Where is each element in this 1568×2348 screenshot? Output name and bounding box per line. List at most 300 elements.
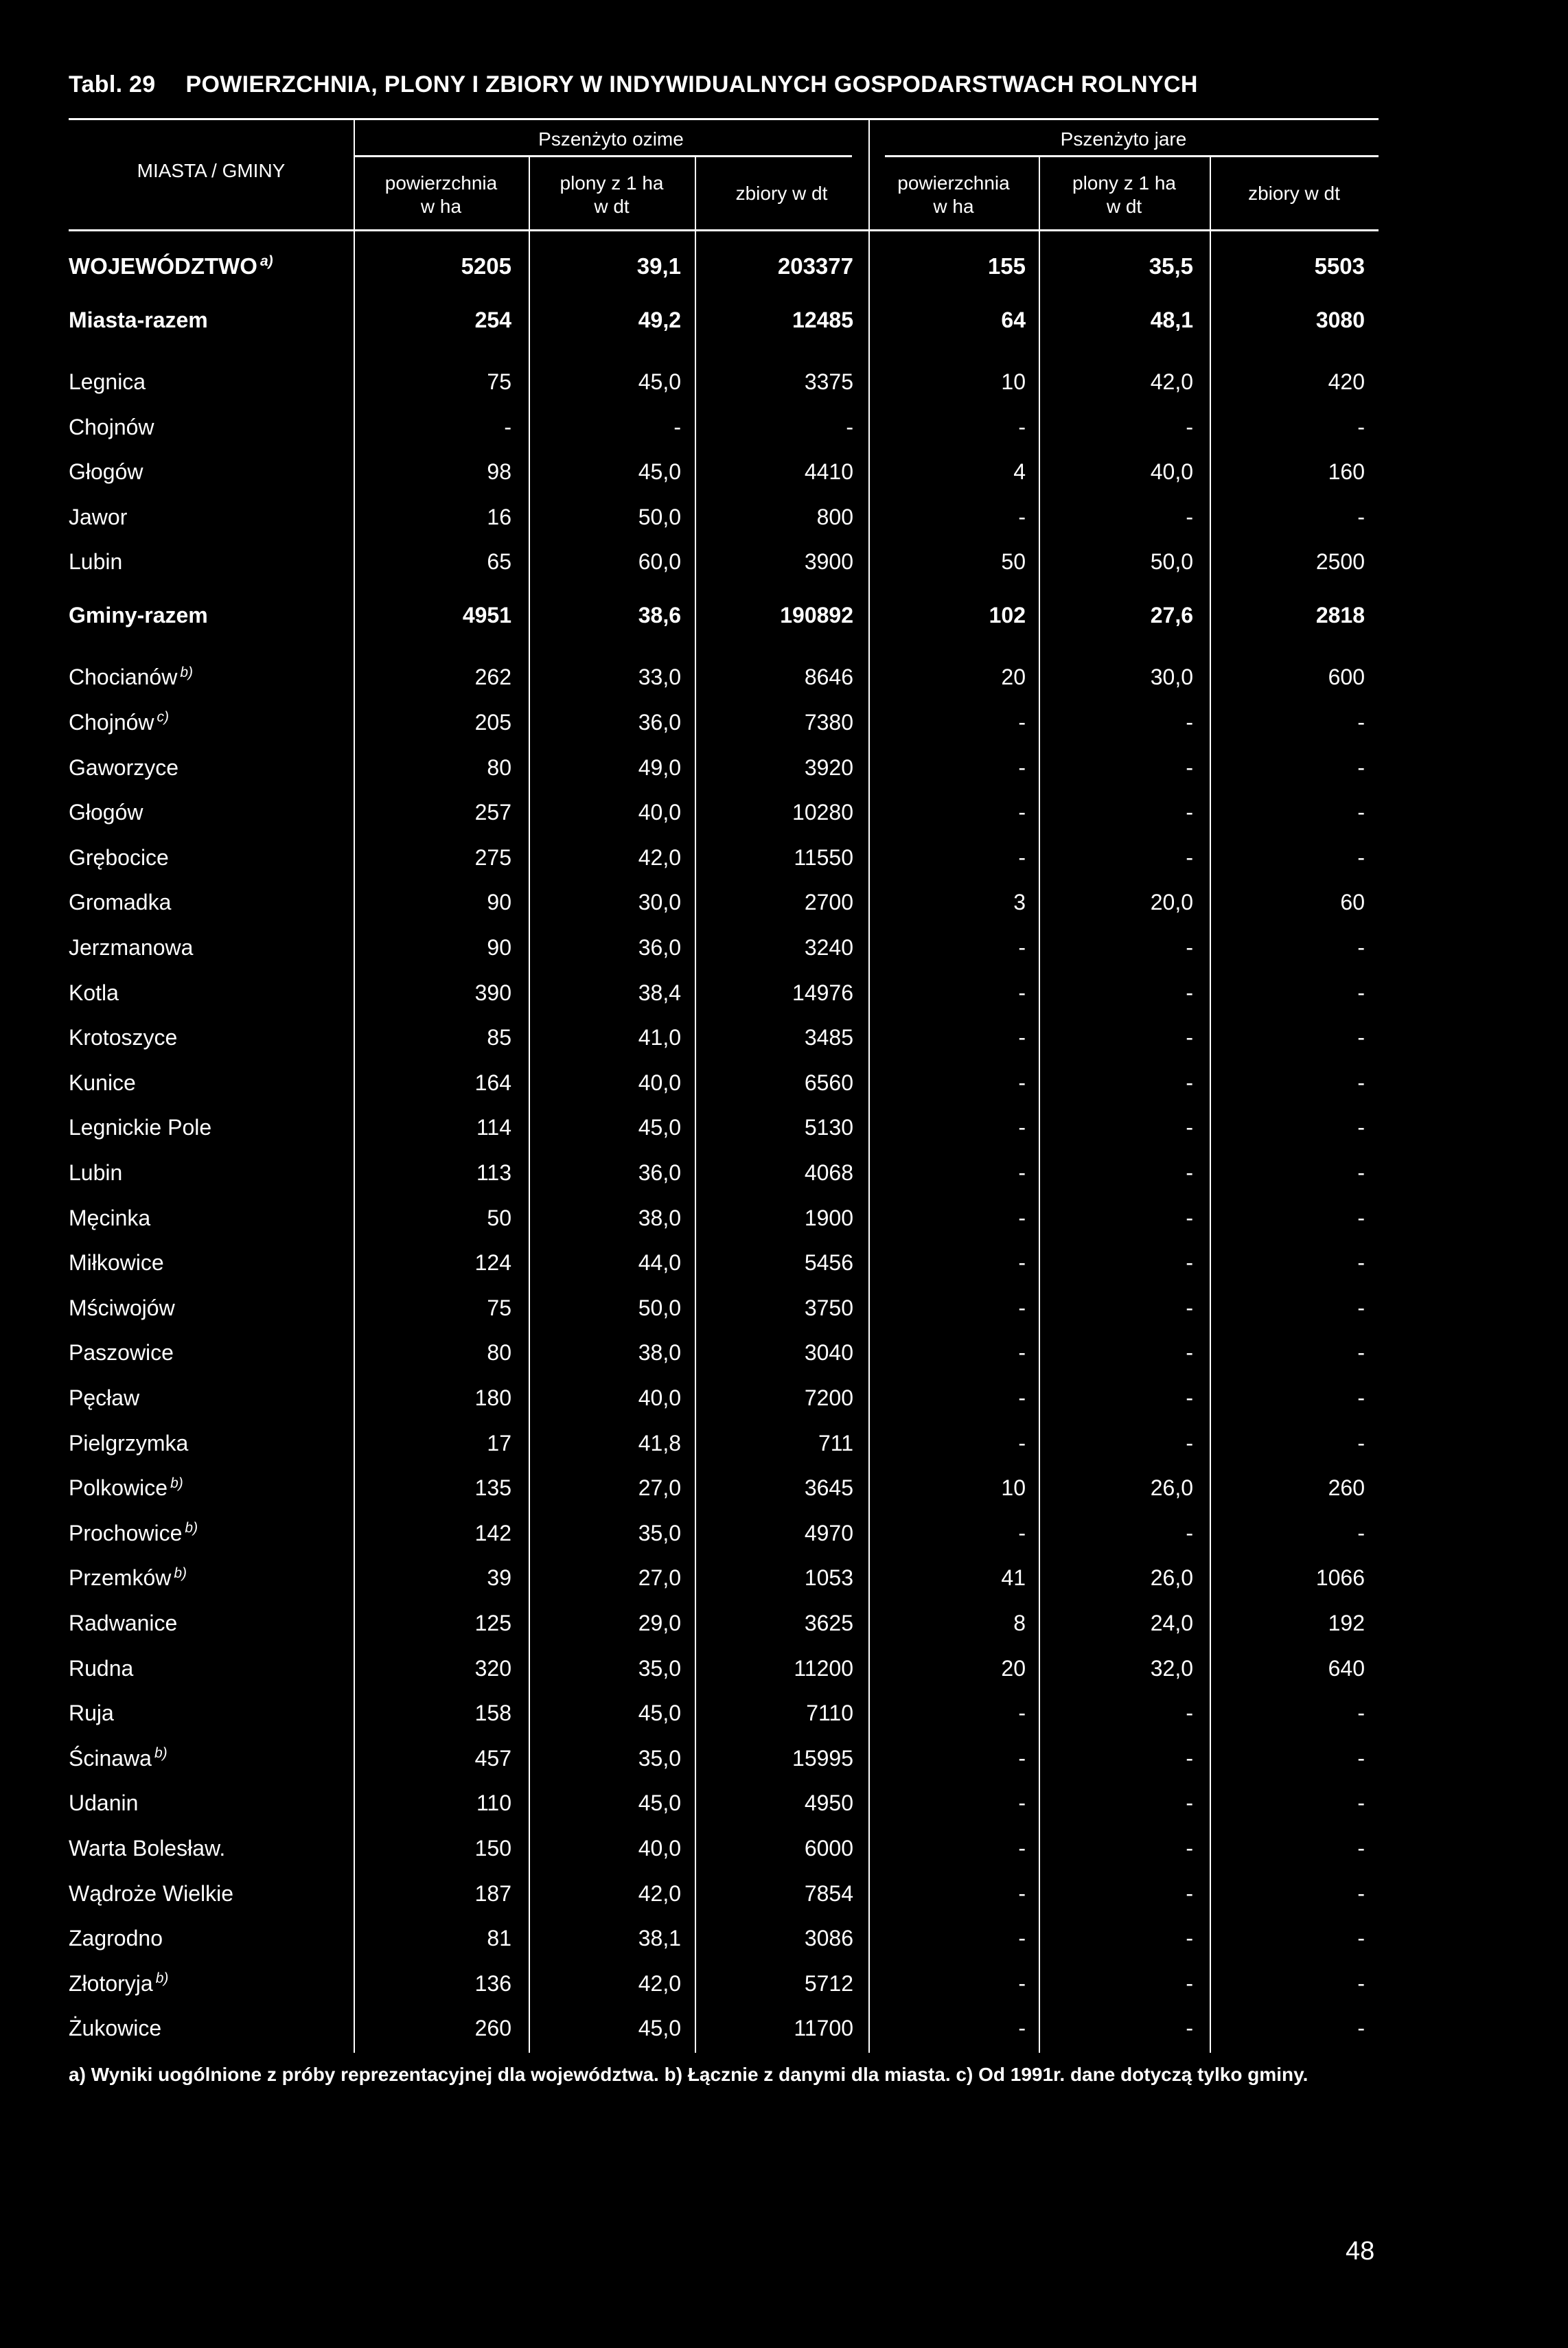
table-cell: 27,0 bbox=[638, 1475, 681, 1501]
table-cell: - bbox=[1186, 1160, 1193, 1185]
table-cell: 20 bbox=[1001, 665, 1026, 690]
column-header bbox=[1210, 182, 1379, 205]
column-divider bbox=[354, 229, 355, 2053]
row-label bbox=[69, 1384, 139, 1412]
table-cell: - bbox=[1357, 710, 1365, 735]
table-cell: 49,0 bbox=[638, 755, 681, 780]
table-cell: 15995 bbox=[792, 1745, 853, 1771]
row-note-marker: c) bbox=[157, 709, 170, 726]
table-cell: - bbox=[1357, 504, 1365, 529]
table-cell: 14976 bbox=[792, 980, 853, 1005]
table-cell: - bbox=[1186, 1745, 1193, 1771]
column-header-line: w dt bbox=[1106, 196, 1142, 217]
row-label-text: Polkowice bbox=[69, 1475, 168, 1501]
table-cell: 40,0 bbox=[1150, 459, 1193, 485]
row-label-text: Legnickie Pole bbox=[69, 1115, 212, 1140]
table-cell: - bbox=[1018, 1836, 1026, 1861]
table-cell: 125 bbox=[474, 1611, 511, 1635]
table-cell: 192 bbox=[1328, 1611, 1365, 1635]
row-note-marker: b) bbox=[170, 1475, 183, 1491]
table-cell: - bbox=[1186, 1250, 1193, 1276]
table-cell: 33,0 bbox=[638, 665, 681, 690]
table-cell: 10 bbox=[1001, 369, 1026, 394]
table-cell: 45,0 bbox=[638, 1701, 681, 1726]
table-cell: - bbox=[1186, 1836, 1193, 1861]
row-label-text: Rudna bbox=[69, 1655, 134, 1681]
table-cell: 7200 bbox=[804, 1385, 853, 1410]
table-cell: 40,0 bbox=[638, 800, 681, 825]
row-label bbox=[69, 1249, 164, 1276]
table-cell: 3750 bbox=[804, 1295, 853, 1320]
row-label bbox=[69, 1880, 233, 1907]
table-cell: - bbox=[1357, 2016, 1365, 2041]
column-header bbox=[868, 172, 1039, 218]
table-cell: 4970 bbox=[804, 1520, 853, 1545]
table-cell: - bbox=[1357, 1745, 1365, 1771]
table-cell: 2700 bbox=[804, 890, 853, 915]
row-label bbox=[69, 1114, 211, 1141]
column-divider bbox=[529, 229, 530, 2053]
table-cell: 30,0 bbox=[638, 890, 681, 915]
table-cell: - bbox=[1357, 755, 1365, 780]
row-label bbox=[69, 1159, 122, 1186]
row-label-text: Grębocice bbox=[69, 844, 169, 870]
table-cell: 262 bbox=[474, 665, 511, 690]
table-cell: - bbox=[1018, 1160, 1026, 1185]
table-cell: 4068 bbox=[804, 1160, 853, 1185]
table-cell: 90 bbox=[487, 935, 511, 960]
row-note-marker: b) bbox=[174, 1565, 187, 1581]
table-cell: - bbox=[1018, 1880, 1026, 1906]
table-cell: 190892 bbox=[780, 603, 853, 628]
table-cell: 5130 bbox=[804, 1115, 853, 1140]
table-cell: 260 bbox=[474, 2016, 511, 2041]
table-cell: 12485 bbox=[792, 308, 853, 332]
table-cell: 20,0 bbox=[1150, 890, 1193, 915]
table-top-rule bbox=[69, 118, 1379, 120]
table-cell: - bbox=[1357, 1295, 1365, 1320]
row-label-text: Krotoszyce bbox=[69, 1025, 178, 1050]
table-cell: 150 bbox=[474, 1836, 511, 1861]
table-cell: 39 bbox=[487, 1565, 511, 1591]
table-cell: - bbox=[1357, 1115, 1365, 1140]
table-cell: - bbox=[1186, 1970, 1193, 1996]
row-label bbox=[69, 503, 127, 531]
row-label-text: Gminy-razem bbox=[69, 603, 208, 628]
table-cell: 44,0 bbox=[638, 1250, 681, 1276]
table-cell: 135 bbox=[474, 1475, 511, 1501]
row-label bbox=[69, 1655, 133, 1682]
row-label-text: Radwanice bbox=[69, 1611, 178, 1635]
table-cell: 3240 bbox=[804, 935, 853, 960]
row-label-text: Ścinawa bbox=[69, 1745, 152, 1771]
table-cell: 35,0 bbox=[638, 1745, 681, 1771]
row-label-text: Paszowice bbox=[69, 1340, 174, 1366]
table-cell: - bbox=[1357, 1791, 1365, 1816]
table-cell: - bbox=[1018, 1745, 1026, 1771]
table-cell: - bbox=[1357, 1520, 1365, 1545]
table-cell: 35,0 bbox=[638, 1520, 681, 1545]
table-cell: 40,0 bbox=[638, 1385, 681, 1410]
table-cell: 3080 bbox=[1315, 308, 1365, 332]
table-cell: 64 bbox=[1001, 308, 1026, 332]
row-label bbox=[69, 368, 146, 395]
table-cell: 50,0 bbox=[638, 504, 681, 529]
table-cell: 11700 bbox=[794, 2016, 853, 2041]
table-cell: - bbox=[673, 414, 681, 439]
table-cell: 3920 bbox=[804, 755, 853, 780]
table-cell: - bbox=[1357, 1250, 1365, 1276]
column-header bbox=[529, 172, 695, 218]
row-label-text: WOJEWÓDZTWO bbox=[69, 253, 257, 279]
row-label-text: Legnica bbox=[69, 369, 146, 394]
table-cell: 3086 bbox=[804, 1926, 853, 1951]
table-cell: 4951 bbox=[462, 603, 511, 628]
table-cell: 5456 bbox=[804, 1250, 853, 1276]
table-cell: - bbox=[1018, 1430, 1026, 1455]
table-cell: 114 bbox=[476, 1115, 511, 1140]
row-label bbox=[69, 663, 193, 691]
table-cell: 42,0 bbox=[1150, 369, 1193, 394]
table-cell: 5712 bbox=[804, 1970, 853, 1996]
column-header-line: plony z 1 ha bbox=[1072, 172, 1176, 194]
column-header-line: plony z 1 ha bbox=[560, 172, 664, 194]
table-cell: 158 bbox=[474, 1701, 511, 1726]
table-cell: 205 bbox=[474, 710, 511, 735]
table-cell: 41 bbox=[1001, 1565, 1026, 1591]
table-cell: 50 bbox=[1001, 549, 1026, 575]
table-cell: 2500 bbox=[1315, 549, 1365, 575]
row-label bbox=[69, 844, 169, 871]
table-cell: 600 bbox=[1328, 665, 1365, 690]
row-label bbox=[69, 1294, 175, 1322]
row-label bbox=[69, 934, 193, 961]
column-header bbox=[695, 182, 868, 205]
row-label bbox=[69, 1699, 114, 1727]
table-cell: 90 bbox=[487, 890, 511, 915]
table-cell: - bbox=[1186, 935, 1193, 960]
row-label-text: Jerzmanowa bbox=[69, 935, 194, 960]
table-cell: - bbox=[1186, 1430, 1193, 1455]
table-cell: 155 bbox=[987, 253, 1026, 279]
table-cell: - bbox=[1357, 1025, 1365, 1050]
row-label bbox=[69, 458, 143, 485]
row-label-text: Chojnów bbox=[69, 414, 154, 439]
row-label-text: Kotla bbox=[69, 980, 119, 1005]
table-cell: 6000 bbox=[804, 1836, 853, 1861]
row-label-text: Chocianów bbox=[69, 665, 178, 690]
table-cell: 45,0 bbox=[638, 459, 681, 485]
column-divider bbox=[695, 229, 696, 2053]
table-cell: 254 bbox=[474, 308, 511, 332]
row-label bbox=[69, 1519, 198, 1547]
table-cell: 42,0 bbox=[638, 844, 681, 870]
table-cell: 42,0 bbox=[638, 1970, 681, 1996]
table-cell: 40,0 bbox=[638, 1070, 681, 1095]
table-cell: 26,0 bbox=[1150, 1565, 1193, 1591]
row-label-text: Jawor bbox=[69, 504, 128, 529]
table-cell: - bbox=[1018, 1025, 1026, 1050]
row-label bbox=[69, 548, 122, 575]
table-cell: - bbox=[1357, 800, 1365, 825]
table-cell: 11200 bbox=[794, 1655, 853, 1681]
column-header bbox=[1039, 172, 1210, 218]
table-cell: 113 bbox=[476, 1160, 511, 1185]
table-cell: 75 bbox=[487, 1295, 511, 1320]
row-note-marker: b) bbox=[155, 1970, 169, 1987]
table-cell: - bbox=[1018, 504, 1026, 529]
table-cell: 11550 bbox=[794, 844, 853, 870]
table-cell: 85 bbox=[487, 1025, 511, 1050]
table-cell: 420 bbox=[1328, 369, 1365, 394]
table-cell: - bbox=[1018, 1250, 1026, 1276]
table-cell: - bbox=[1018, 1520, 1026, 1545]
table-cell: 38,0 bbox=[638, 1340, 681, 1366]
row-label bbox=[69, 798, 143, 826]
table-cell: - bbox=[1186, 1025, 1193, 1050]
table-cell: 10 bbox=[1001, 1475, 1026, 1501]
row-label-text: Męcinka bbox=[69, 1205, 151, 1230]
table-cell: - bbox=[1018, 1205, 1026, 1230]
table-cell: 390 bbox=[474, 980, 511, 1005]
table-cell: 27,0 bbox=[638, 1565, 681, 1591]
table-cell: 36,0 bbox=[638, 1160, 681, 1185]
table-cell: 36,0 bbox=[638, 710, 681, 735]
row-label-text: Żukowice bbox=[69, 2016, 162, 2041]
table-cell: 42,0 bbox=[638, 1880, 681, 1906]
row-label bbox=[69, 1789, 138, 1817]
table-cell: 75 bbox=[487, 369, 511, 394]
table-cell: 164 bbox=[474, 1070, 511, 1095]
table-cell: - bbox=[1018, 755, 1026, 780]
footnote: a) Wyniki uogólnione z próby reprezentacyjnej dla województwa. b) Łącznie z danymi dla miasta. c) Od 1991r. dane dotyczą tylko gminy. bbox=[69, 2064, 1308, 2085]
table-cell: 41,8 bbox=[638, 1430, 681, 1455]
table-cell: - bbox=[1357, 980, 1365, 1005]
table-cell: - bbox=[1186, 800, 1193, 825]
table-cell: 257 bbox=[474, 800, 511, 825]
row-label-text: Prochowice bbox=[69, 1520, 183, 1545]
column-group-header: Pszenżyto ozime bbox=[538, 128, 684, 150]
table-cell: 24,0 bbox=[1150, 1611, 1193, 1635]
table-cell: - bbox=[1186, 1115, 1193, 1140]
table-cell: 1066 bbox=[1315, 1565, 1365, 1591]
table-cell: 45,0 bbox=[638, 369, 681, 394]
table-cell: - bbox=[1357, 414, 1365, 439]
row-label-text: Miłkowice bbox=[69, 1250, 164, 1276]
row-label-text: Chojnów bbox=[69, 710, 154, 735]
table-cell: - bbox=[1018, 844, 1026, 870]
row-note-marker: a) bbox=[260, 253, 273, 269]
table-cell: 30,0 bbox=[1150, 665, 1193, 690]
table-cell: 7380 bbox=[804, 710, 853, 735]
row-label-text: Złotoryja bbox=[69, 1970, 153, 1996]
table-cell: 8646 bbox=[804, 665, 853, 690]
table-cell: 142 bbox=[474, 1520, 511, 1545]
table-cell: 98 bbox=[487, 459, 511, 485]
row-label bbox=[69, 2014, 161, 2042]
table-cell: 50 bbox=[487, 1205, 511, 1230]
table-cell: - bbox=[1018, 1701, 1026, 1726]
table-number: Tabl. 29 bbox=[69, 71, 156, 97]
row-label-text: Głogów bbox=[69, 459, 143, 485]
table-cell: 39,1 bbox=[636, 253, 681, 279]
table-cell: - bbox=[1186, 1295, 1193, 1320]
table-cell: 3040 bbox=[804, 1340, 853, 1366]
row-label bbox=[69, 1970, 168, 1997]
table-cell: - bbox=[1357, 1430, 1365, 1455]
table-cell: 110 bbox=[476, 1791, 511, 1816]
row-note-marker: b) bbox=[185, 1520, 198, 1536]
table-cell: 80 bbox=[487, 1340, 511, 1366]
column-header-line: w ha bbox=[933, 196, 974, 217]
table-cell: 180 bbox=[474, 1385, 511, 1410]
table-cell: - bbox=[1186, 1791, 1193, 1816]
table-cell: 40,0 bbox=[638, 1836, 681, 1861]
table-cell: - bbox=[1186, 710, 1193, 735]
table-cell: 102 bbox=[989, 603, 1026, 628]
table-cell: 136 bbox=[474, 1970, 511, 1996]
table-cell: 45,0 bbox=[638, 1791, 681, 1816]
row-label-text: Przemków bbox=[69, 1565, 172, 1591]
table-cell: 7110 bbox=[806, 1701, 853, 1726]
row-label bbox=[69, 1339, 174, 1366]
column-header-line: w dt bbox=[594, 196, 630, 217]
table-title bbox=[69, 71, 1198, 98]
table-cell: - bbox=[1018, 1295, 1026, 1320]
table-cell: 1900 bbox=[804, 1205, 853, 1230]
row-label-text: Mściwojów bbox=[69, 1295, 175, 1320]
table-cell: 5503 bbox=[1314, 253, 1365, 279]
row-label-text: Lubin bbox=[69, 549, 123, 575]
table-cell: 4950 bbox=[804, 1791, 853, 1816]
row-label bbox=[69, 1024, 177, 1051]
row-label-text: Lubin bbox=[69, 1160, 123, 1185]
table-cell: 29,0 bbox=[638, 1611, 681, 1635]
row-label bbox=[69, 888, 171, 916]
table-cell: - bbox=[1357, 1880, 1365, 1906]
column-header-line: w ha bbox=[420, 196, 462, 217]
table-cell: 320 bbox=[474, 1655, 511, 1681]
table-cell: - bbox=[1018, 1926, 1026, 1951]
table-cell: 49,2 bbox=[638, 308, 681, 332]
table-cell: 45,0 bbox=[638, 2016, 681, 2041]
table-cell: 187 bbox=[474, 1880, 511, 1906]
table-cell: 5205 bbox=[461, 253, 511, 279]
table-cell: 60,0 bbox=[638, 549, 681, 575]
table-cell: - bbox=[1186, 1520, 1193, 1545]
table-cell: - bbox=[1357, 844, 1365, 870]
row-label-text: Pielgrzymka bbox=[69, 1430, 189, 1455]
table-cell: 640 bbox=[1328, 1655, 1365, 1681]
table-cell: - bbox=[1018, 935, 1026, 960]
row-label bbox=[69, 1564, 187, 1591]
table-cell: 260 bbox=[1328, 1475, 1365, 1501]
table-cell: - bbox=[1186, 844, 1193, 870]
group-rule-left bbox=[354, 155, 852, 157]
table-cell: - bbox=[1186, 755, 1193, 780]
table-cell: 7854 bbox=[804, 1880, 853, 1906]
table-cell: - bbox=[1186, 1880, 1193, 1906]
table-cell: - bbox=[1186, 1070, 1193, 1095]
table-cell: 32,0 bbox=[1150, 1655, 1193, 1681]
table-cell: 50,0 bbox=[1150, 549, 1193, 575]
table-cell: 35,0 bbox=[638, 1655, 681, 1681]
table-cell: 26,0 bbox=[1150, 1475, 1193, 1501]
table-cell: - bbox=[1018, 2016, 1026, 2041]
table-cell: 1053 bbox=[804, 1565, 853, 1591]
table-cell: 45,0 bbox=[638, 1115, 681, 1140]
table-cell: 41,0 bbox=[638, 1025, 681, 1050]
table-cell: - bbox=[1018, 414, 1026, 439]
table-cell: 36,0 bbox=[638, 935, 681, 960]
column-group-header: Pszenżyto jare bbox=[1060, 128, 1187, 150]
row-label bbox=[69, 1609, 177, 1637]
column-header-line: powierzchnia bbox=[897, 172, 1010, 194]
table-cell: 3645 bbox=[804, 1475, 853, 1501]
table-cell: - bbox=[1018, 1070, 1026, 1095]
table-cell: - bbox=[1186, 414, 1193, 439]
table-cell: - bbox=[1018, 1340, 1026, 1366]
table-cell: - bbox=[1186, 2016, 1193, 2041]
table-cell: - bbox=[1018, 800, 1026, 825]
table-cell: - bbox=[1186, 504, 1193, 529]
row-label-text: Miasta-razem bbox=[69, 308, 208, 332]
row-label bbox=[69, 413, 154, 441]
table-cell: 50,0 bbox=[638, 1295, 681, 1320]
table-cell: - bbox=[1018, 980, 1026, 1005]
table-cell: 38,6 bbox=[638, 603, 681, 628]
table-cell: 275 bbox=[474, 844, 511, 870]
table-cell: 17 bbox=[487, 1430, 511, 1455]
table-cell: - bbox=[1018, 1385, 1026, 1410]
table-cell: 35,5 bbox=[1149, 253, 1193, 279]
table-cell: 48,1 bbox=[1150, 308, 1193, 332]
table-cell: - bbox=[1186, 1205, 1193, 1230]
row-label bbox=[69, 1745, 168, 1772]
table-cell: 38,0 bbox=[638, 1205, 681, 1230]
table-cell: - bbox=[1186, 1385, 1193, 1410]
table-cell: 160 bbox=[1328, 459, 1365, 485]
column-header-line: zbiory w dt bbox=[1248, 183, 1340, 204]
table-cell: - bbox=[1186, 1340, 1193, 1366]
table-cell: 80 bbox=[487, 755, 511, 780]
table-cell: - bbox=[1357, 1340, 1365, 1366]
table-cell: 6560 bbox=[804, 1070, 853, 1095]
table-cell: - bbox=[846, 414, 853, 439]
row-label bbox=[69, 601, 208, 629]
row-label-text: Warta Bolesław. bbox=[69, 1836, 226, 1861]
table-cell: - bbox=[504, 414, 511, 439]
table-cell: 4410 bbox=[804, 459, 853, 485]
table-cell: - bbox=[1018, 710, 1026, 735]
table-cell: - bbox=[1357, 1926, 1365, 1951]
column-divider bbox=[868, 229, 870, 2053]
header-bottom-rule bbox=[69, 229, 1379, 231]
table-cell: 4 bbox=[1013, 459, 1026, 485]
row-label bbox=[69, 1924, 163, 1952]
table-cell: 81 bbox=[487, 1926, 511, 1951]
row-label-text: Zagrodno bbox=[69, 1926, 163, 1951]
row-note-marker: b) bbox=[154, 1745, 168, 1762]
table-cell: 65 bbox=[487, 549, 511, 575]
column-divider bbox=[1039, 229, 1040, 2053]
row-label bbox=[69, 979, 119, 1006]
table-cell: 20 bbox=[1001, 1655, 1026, 1681]
row-label-text: Gaworzyce bbox=[69, 755, 179, 780]
row-label bbox=[69, 709, 169, 736]
table-cell: - bbox=[1357, 1970, 1365, 1996]
table-cell: - bbox=[1018, 1970, 1026, 1996]
